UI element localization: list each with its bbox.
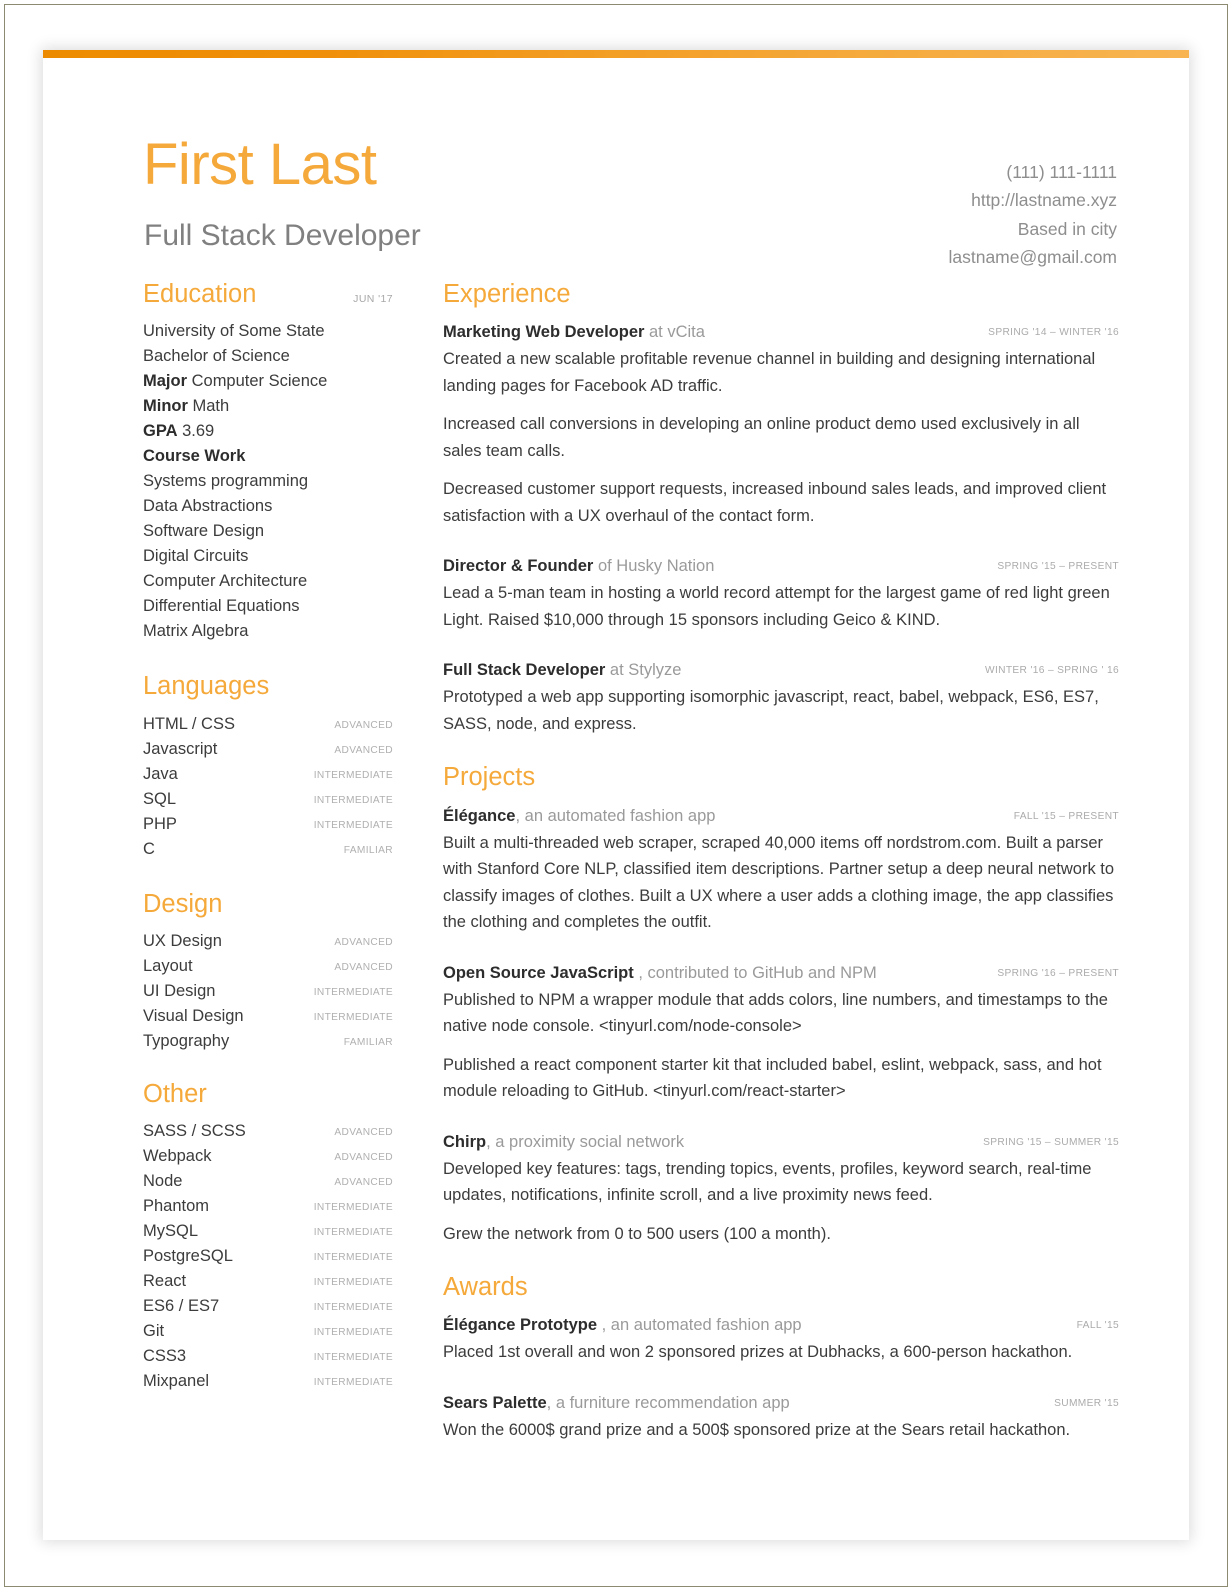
other-item [143, 1144, 393, 1169]
language-item [143, 737, 393, 762]
skill-name: Phantom [143, 1197, 210, 1216]
other-list [143, 1119, 393, 1394]
entry-subtitle: , an automated fashion app [597, 1316, 802, 1335]
skill-name: Node [143, 1172, 183, 1191]
accent-top-bar [43, 50, 1189, 58]
education-line-value: Computer Architecture [143, 572, 308, 591]
section-languages [143, 672, 393, 861]
entry-header [443, 1129, 1119, 1155]
education-line [143, 494, 393, 519]
education-line-label: Major [143, 372, 188, 391]
education-line [143, 519, 393, 544]
education-line-value: 3.69 [177, 422, 215, 441]
entry-header [443, 553, 1119, 579]
other-item [143, 1369, 393, 1394]
section-heading-other [143, 1080, 393, 1109]
section-other [143, 1080, 393, 1394]
education-line [143, 619, 393, 644]
entry-subtitle: , contributed to GitHub and NPM [633, 963, 877, 982]
other-item [143, 1269, 393, 1294]
entry-title: Full Stack Developer [443, 661, 606, 680]
education-line [143, 419, 393, 444]
section-heading-label: Education [143, 280, 257, 308]
entry-header [443, 319, 1119, 345]
skill-name: PHP [143, 814, 177, 833]
skill-level: INTERMEDIATE [313, 1227, 393, 1239]
skill-level: ADVANCED [334, 744, 393, 756]
education-line-value: Bachelor of Science [143, 347, 290, 366]
skill-name: Git [143, 1322, 165, 1341]
language-item [143, 812, 393, 837]
entry-title: Sears Palette [443, 1393, 547, 1412]
skill-name: Webpack [143, 1147, 212, 1166]
other-item [143, 1219, 393, 1244]
resume-body [43, 280, 1189, 1443]
design-item [143, 929, 393, 954]
skill-level: ADVANCED [334, 1152, 393, 1164]
education-line-value: Digital Circuits [143, 547, 249, 566]
experience-entry [443, 553, 1119, 633]
entry-header [443, 657, 1119, 683]
entry-paragraph: Published a react component starter kit that included babel, eslint, webpack, sass, and hot module reloading to GitHub. <tinyurl.com/react-starter> [443, 1055, 1102, 1101]
skill-name: PostgreSQL [143, 1247, 233, 1266]
skill-level: INTERMEDIATE [313, 1277, 393, 1289]
entry-title: Open Source JavaScript [443, 963, 634, 982]
skill-name: Mixpanel [143, 1372, 210, 1391]
project-entry [443, 960, 1119, 1105]
other-item [143, 1194, 393, 1219]
section-heading-design [143, 890, 393, 919]
education-line-value: Differential Equations [143, 597, 300, 616]
entry-paragraph: Created a new scalable profitable revenue channel in building and designing international landing pages for Facebook AD traffic. [443, 350, 1096, 395]
skill-level: ADVANCED [334, 936, 393, 948]
entry-spacer [443, 936, 1119, 960]
entry-date: FALL '15 [1076, 1320, 1119, 1332]
section-heading-projects [443, 763, 1119, 792]
section-heading-label: Design [143, 889, 223, 918]
education-line [143, 319, 393, 344]
entry-spacer [443, 1366, 1119, 1390]
skill-name: UI Design [143, 981, 216, 1000]
entry-date: SPRING '16 – PRESENT [997, 967, 1119, 979]
skill-level: INTERMEDIATE [313, 769, 393, 781]
section-heading-experience [443, 280, 1119, 309]
entry-header [443, 1390, 1119, 1416]
design-list [143, 929, 393, 1054]
entry-header [443, 1312, 1119, 1338]
design-item [143, 1004, 393, 1029]
document-frame [4, 4, 1228, 1587]
entry-header [443, 803, 1119, 829]
section-heading-education [143, 280, 393, 309]
languages-list [143, 712, 393, 862]
skill-name: HTML / CSS [143, 714, 235, 733]
contact-phone: (111) 111-1111 [1006, 162, 1117, 182]
skill-level: ADVANCED [334, 1177, 393, 1189]
entry-spacer [443, 529, 1119, 553]
project-entry [443, 1129, 1119, 1248]
skill-level: FAMILIAR [343, 844, 393, 856]
other-item [143, 1119, 393, 1144]
main-column [393, 280, 1119, 1443]
education-line [143, 444, 393, 469]
entry-subtitle: , a furniture recommendation app [546, 1393, 790, 1412]
section-heading-label: Projects [443, 763, 536, 792]
entry-paragraph: Grew the network from 0 to 500 users (100 a month). [443, 1224, 831, 1243]
entry-paragraph: Prototyped a web app supporting isomorphic javascript, react, babel, webpack, ES6, ES7, SASS, node, and express. [443, 688, 1099, 733]
other-item [143, 1169, 393, 1194]
project-entry [443, 803, 1119, 936]
education-line-value: Matrix Algebra [143, 622, 249, 641]
education-line [143, 544, 393, 569]
skill-level: INTERMEDIATE [313, 819, 393, 831]
education-line-label: Course Work [143, 447, 246, 466]
design-item [143, 954, 393, 979]
skill-level: INTERMEDIATE [313, 1252, 393, 1264]
language-item [143, 712, 393, 737]
skill-name: Typography [143, 1031, 230, 1050]
entry-date: WINTER '16 – SPRING ' 16 [984, 665, 1119, 677]
education-line-label: GPA [143, 422, 178, 441]
section-spacer [443, 737, 1119, 763]
award-entry [443, 1390, 1119, 1444]
education-list [143, 319, 393, 644]
entry-date: SPRING '15 – SUMMER '15 [983, 1136, 1119, 1148]
entry-title: Élégance [443, 806, 516, 825]
language-item [143, 837, 393, 862]
education-date: JUN '17 [353, 293, 393, 306]
skill-level: INTERMEDIATE [313, 1377, 393, 1389]
section-design [143, 890, 393, 1054]
skill-name: Javascript [143, 739, 218, 758]
entry-date: SUMMER '15 [1054, 1397, 1119, 1409]
education-line [143, 569, 393, 594]
skill-name: Layout [143, 956, 193, 975]
education-line-value: Data Abstractions [143, 497, 273, 516]
experience-entries [443, 319, 1119, 737]
page-title: First Last [143, 132, 377, 197]
skill-name: ES6 / ES7 [143, 1297, 220, 1316]
contact-location: Based in city [1017, 218, 1117, 239]
skill-level: ADVANCED [334, 961, 393, 973]
skill-level: ADVANCED [334, 1127, 393, 1139]
entry-paragraph: Built a multi-threaded web scraper, scraped 40,000 items off nordstrom.com. Built a parser with Stanford Core NLP, classified item descriptions. Partner setup a deep neural network to classify images of clothes. Built a UX where a user adds a clothing image, the app classifies the clothing and completes the outfit. [443, 833, 1115, 932]
education-line [143, 394, 393, 419]
skill-name: Visual Design [143, 1006, 244, 1025]
section-education [143, 280, 393, 644]
entry-paragraph: Developed key features: tags, trending topics, events, profiles, keyword search, real-time updates, notifications, infinite scroll, and a live proximity news feed. [443, 1159, 1092, 1205]
section-heading-awards [443, 1273, 1119, 1302]
skill-level: INTERMEDIATE [313, 986, 393, 998]
entry-subtitle: of Husky Nation [593, 557, 715, 576]
skill-level: ADVANCED [334, 719, 393, 731]
experience-entry [443, 657, 1119, 737]
other-item [143, 1344, 393, 1369]
education-line-label: Minor [143, 397, 188, 416]
entry-date: FALL '15 – PRESENT [1013, 810, 1119, 822]
education-line-value: Math [187, 397, 230, 416]
skill-name: React [143, 1272, 187, 1291]
skill-name: Java [143, 764, 178, 783]
entry-title: Chirp [443, 1132, 487, 1151]
entry-subtitle: at vCita [644, 323, 705, 342]
language-item [143, 762, 393, 787]
entry-date: SPRING '14 – WINTER '16 [988, 327, 1119, 339]
skill-level: INTERMEDIATE [313, 794, 393, 806]
skill-level: INTERMEDIATE [313, 1352, 393, 1364]
entry-paragraph: Increased call conversions in developing an online product demo used exclusively in all sales team calls. [443, 415, 1080, 460]
resume-header [43, 58, 1189, 280]
sidebar-column [143, 280, 393, 1394]
skill-name: C [143, 839, 155, 858]
section-heading-label: Other [143, 1079, 207, 1108]
section-spacer [443, 1247, 1119, 1273]
entry-paragraph: Published to NPM a wrapper module that adds colors, line numbers, and timestamps to the native node console. <tinyurl.com/node-console> [443, 990, 1108, 1036]
resume-page [43, 50, 1189, 1540]
award-entry [443, 1312, 1119, 1366]
projects-entries [443, 803, 1119, 1248]
entry-title: Marketing Web Developer [443, 323, 645, 342]
section-heading-label: Languages [143, 672, 270, 701]
entry-paragraph: Placed 1st overall and won 2 sponsored prizes at Dubhacks, a 600-person hackathon. [443, 1343, 1073, 1362]
design-item [143, 1029, 393, 1054]
skill-name: MySQL [143, 1222, 199, 1241]
contact-website[interactable]: http://lastname.xyz [971, 190, 1117, 211]
section-projects [443, 763, 1119, 1247]
job-title: Full Stack Developer [144, 219, 421, 252]
language-item [143, 787, 393, 812]
section-heading-label: Experience [443, 280, 571, 308]
contact-email[interactable]: lastname@gmail.com [948, 247, 1117, 268]
other-item [143, 1294, 393, 1319]
skill-level: FAMILIAR [343, 1036, 393, 1048]
entry-spacer [443, 633, 1119, 657]
entry-title: Director & Founder [443, 557, 594, 576]
skill-level: INTERMEDIATE [313, 1202, 393, 1214]
section-awards [443, 1273, 1119, 1443]
entry-paragraph: Lead a 5-man team in hosting a world record attempt for the largest game of red light green Light. Raised $10,000 through 15 sponsors including Geico & KIND. [443, 584, 1110, 629]
education-line [143, 594, 393, 619]
entry-header [443, 960, 1119, 986]
section-experience [443, 280, 1119, 737]
skill-name: UX Design [143, 931, 222, 950]
design-item [143, 979, 393, 1004]
skill-level: INTERMEDIATE [313, 1327, 393, 1339]
skill-level: INTERMEDIATE [313, 1011, 393, 1023]
education-line [143, 344, 393, 369]
skill-level: INTERMEDIATE [313, 1302, 393, 1314]
entry-subtitle: at Stylyze [605, 661, 682, 680]
entry-paragraph: Won the 6000$ grand prize and a 500$ sponsored prize at the Sears retail hackathon. [443, 1420, 1071, 1439]
section-heading-languages [143, 672, 393, 701]
education-line-value: Computer Science [187, 372, 328, 391]
education-line-value: Software Design [143, 522, 265, 541]
entry-paragraph: Decreased customer support requests, increased inbound sales leads, and improved client satisfaction with a UX overhaul of the contact form. [443, 480, 1107, 525]
entry-spacer [443, 1105, 1119, 1129]
experience-entry [443, 319, 1119, 529]
skill-name: CSS3 [143, 1347, 187, 1366]
education-line [143, 469, 393, 494]
entry-subtitle: , a proximity social network [486, 1132, 685, 1151]
skill-name: SQL [143, 789, 177, 808]
other-item [143, 1244, 393, 1269]
education-line-value: Systems programming [143, 472, 309, 491]
education-line-value: University of Some State [143, 322, 325, 341]
section-heading-label: Awards [443, 1273, 528, 1302]
other-item [143, 1319, 393, 1344]
awards-entries [443, 1312, 1119, 1443]
entry-subtitle: , an automated fashion app [515, 806, 716, 825]
entry-title: Élégance Prototype [443, 1316, 598, 1335]
entry-date: SPRING '15 – PRESENT [997, 561, 1119, 573]
education-line [143, 369, 393, 394]
contact-info [948, 158, 1117, 272]
skill-name: SASS / SCSS [143, 1122, 246, 1141]
